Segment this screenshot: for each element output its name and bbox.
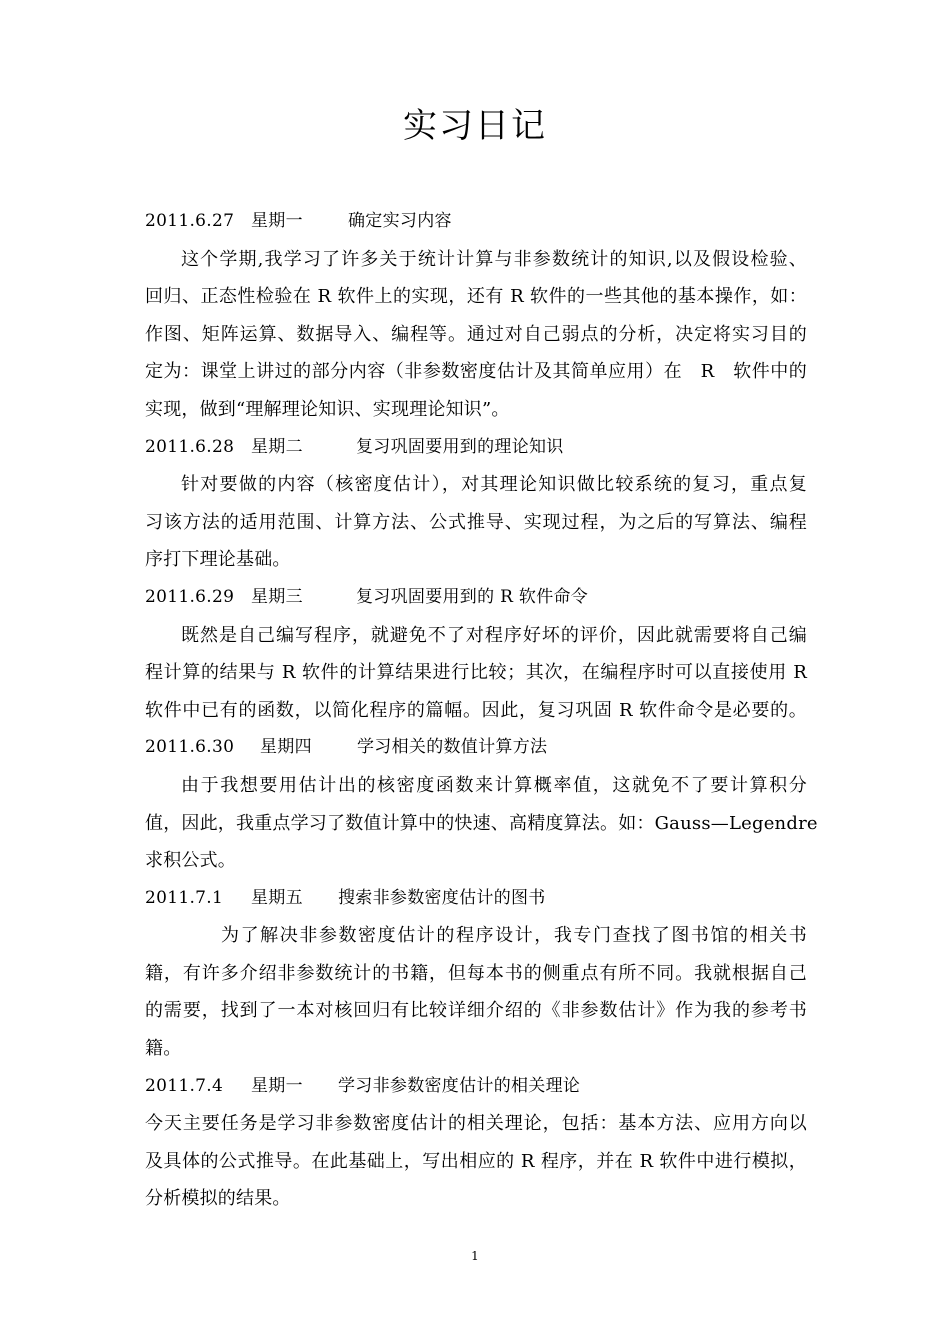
entry-weekday: 星期一 (251, 211, 303, 231)
entry-topic: 复习巩固要用到的理论知识 (356, 436, 564, 457)
entry-text-line: 这个学期,我学习了许多关于统计计算与非参数统计的知识,以及假设检验、 (181, 248, 807, 270)
entry-date: 2011.6.30 (145, 737, 235, 758)
entry-date: 2011.6.29 (145, 586, 235, 607)
entry-weekday: 星期五 (251, 887, 303, 908)
entry-date: 2011.6.27 (145, 211, 235, 231)
entry-topic: 确定实习内容 (348, 211, 452, 231)
entry-text-line: 实现，做到“理解理论知识、实现理论知识”。 (145, 398, 510, 420)
entry-topic: 搜索非参数密度估计的图书 (338, 887, 546, 908)
page-title: 实习日记 (403, 106, 547, 146)
entry-text-line: 作图、矩阵运算、数据导入、编程等。通过对自己弱点的分析，决定将实习目的 (145, 323, 807, 345)
entry-header (145, 729, 807, 767)
entry-text-line: 由于我想要用估计出的核密度函数来计算概率值，这就免不了要计算积分 (181, 774, 807, 796)
page-number: 1 (471, 1249, 479, 1263)
entry-text-line: 定为：课堂上讲过的部分内容（非参数密度估计及其简单应用）在 R 软件中的 (145, 361, 807, 383)
entry-topic: 复习巩固要用到的 R 软件命令 (356, 586, 589, 607)
entry-text-line: 及具体的公式推导。在此基础上，写出相应的 R 程序，并在 R 软件中进行模拟， (145, 1150, 807, 1172)
entry-header (145, 1068, 807, 1106)
entry-text-line: 软件中已有的函数，以简化程序的篇幅。因此，复习巩固 R 软件命令是必要的。 (145, 699, 807, 721)
entry-weekday: 星期一 (251, 1075, 303, 1096)
entry-text-line: 的需要，找到了一本对核回归有比较详细介绍的《非参数估计》作为我的参考书 (145, 1000, 807, 1022)
entry-text-line: 既然是自己编写程序，就避免不了对程序好坏的评价，因此就需要将自己编 (181, 624, 807, 646)
entry-text-line: 分析模拟的结果。 (145, 1188, 291, 1210)
entry-date: 2011.6.28 (145, 436, 235, 457)
entry-date: 2011.7.4 (145, 1075, 224, 1096)
entry-header (145, 203, 807, 241)
entry-text-line: 求积公式。 (145, 850, 236, 872)
entry-text-line: 籍，有许多介绍非参数统计的书籍，但每本书的侧重点有所不同。我就根据自己 (145, 962, 807, 984)
entry-weekday: 星期二 (251, 436, 303, 457)
entry-text-line: 籍。 (145, 1038, 182, 1060)
entry-topic: 学习相关的数值计算方法 (357, 737, 548, 758)
entry-header (145, 579, 807, 617)
entry-header (145, 429, 807, 467)
entry-text-line: 针对要做的内容（核密度估计），对其理论知识做比较系统的复习，重点复 (181, 474, 807, 496)
entry-header (145, 880, 807, 918)
entry-text-line: 序打下理论基础。 (145, 549, 291, 571)
entry-topic: 学习非参数密度估计的相关理论 (338, 1075, 581, 1096)
entry-text-line: 习该方法的适用范围、计算方法、公式推导、实现过程，为之后的写算法、编程 (145, 511, 807, 533)
entry-text-line: 程计算的结果与 R 软件的计算结果进行比较；其次，在编程序时可以直接使用 R (145, 662, 807, 684)
entry-weekday: 星期三 (251, 586, 303, 607)
entry-text-line: 今天主要任务是学习非参数密度估计的相关理论，包括：基本方法、应用方向以 (145, 1113, 807, 1135)
diary-content (145, 203, 818, 1218)
entry-text-line: 值，因此，我重点学习了数值计算中的快速、高精度算法。如：Gauss—Legendre (145, 812, 818, 834)
entry-text-line: 回归、正态性检验在 R 软件上的实现，还有 R 软件的一些其他的基本操作，如： (145, 286, 807, 308)
entry-weekday: 星期四 (260, 737, 312, 758)
entry-text-line: 为了解决非参数密度估计的程序设计，我专门查找了图书馆的相关书 (221, 925, 807, 947)
entry-date: 2011.7.1 (145, 887, 224, 908)
